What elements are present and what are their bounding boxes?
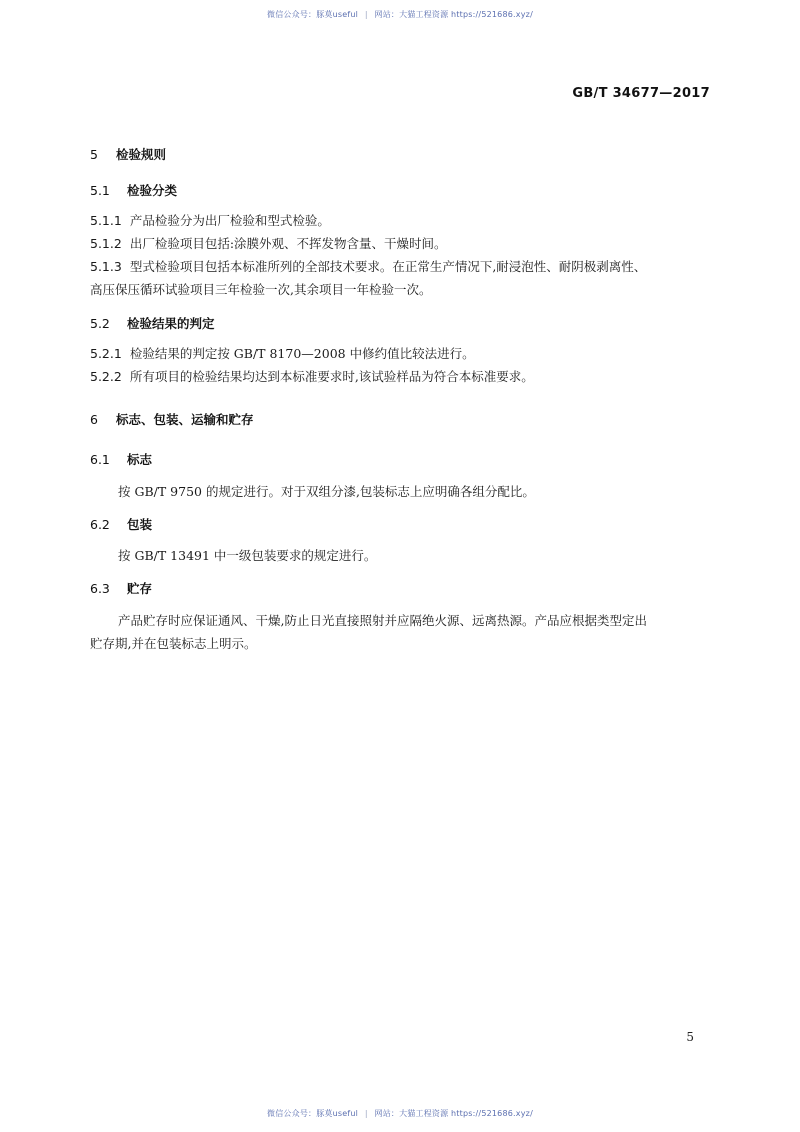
watermark-right-text: 网站：大猫工程资源 https://521686.xyz/ xyxy=(374,10,533,19)
section-title: 检验分类 xyxy=(126,183,177,198)
paragraph-6-1: 按 GB/T 9750 的规定进行。对于双组分漆,包装标志上应明确各组分配比。 xyxy=(118,484,535,499)
clause-5-1-2 xyxy=(90,232,447,255)
section-title: 标志 xyxy=(126,452,152,467)
section-title: 检验结果的判定 xyxy=(126,316,215,331)
section-6-1-heading xyxy=(90,450,152,468)
clause-text-line-2: 高压保压循环试验项目三年检验一次,其余项目一年检验一次。 xyxy=(90,282,432,297)
section-number: 6.1 xyxy=(90,452,110,467)
section-title: 标志、包装、运输和贮存 xyxy=(115,412,254,427)
watermark-separator: | xyxy=(364,1109,368,1118)
clause-text-line-1: 型式检验项目包括本标准所列的全部技术要求。在正常生产情况下,耐浸泡性、耐阴极剥离性、 xyxy=(129,259,647,274)
section-title: 检验规则 xyxy=(115,147,166,162)
clause-number: 5.2.1 xyxy=(90,346,122,361)
section-6-heading xyxy=(90,410,254,428)
clause-number: 5.1.2 xyxy=(90,236,122,251)
section-5-heading xyxy=(90,145,166,163)
clause-text: 出厂检验项目包括:涂膜外观、不挥发物含量、干燥时间。 xyxy=(129,236,447,251)
clause-number: 5.1.3 xyxy=(90,259,122,274)
watermark-bottom xyxy=(0,1108,800,1119)
section-number: 5.2 xyxy=(90,316,110,331)
watermark-top xyxy=(0,9,800,20)
clause-5-1-3-continuation xyxy=(90,278,431,301)
clause-number: 5.1.1 xyxy=(90,213,122,228)
section-title: 贮存 xyxy=(126,581,152,596)
paragraph-6-3-line-2: 贮存期,并在包装标志上明示。 xyxy=(90,636,257,651)
watermark-separator: | xyxy=(364,10,368,19)
section-6-2-heading xyxy=(90,515,152,533)
standard-code: GB/T 34677—2017 xyxy=(572,86,710,101)
paragraph-6-2: 按 GB/T 13491 中一级包装要求的规定进行。 xyxy=(118,548,377,563)
section-title: 包装 xyxy=(126,517,152,532)
section-number: 6 xyxy=(90,412,98,427)
clause-text: 所有项目的检验结果均达到本标准要求时,该试验样品为符合本标准要求。 xyxy=(129,369,534,384)
watermark-left-text: 微信公众号：豚莫useful xyxy=(267,10,359,19)
watermark-left-text: 微信公众号：豚莫useful xyxy=(267,1109,359,1118)
section-6-3-heading xyxy=(90,579,152,597)
clause-5-1-3 xyxy=(90,255,646,278)
section-number: 5.1 xyxy=(90,183,110,198)
clause-5-1-1 xyxy=(90,209,330,232)
clause-text: 检验结果的判定按 GB/T 8170—2008 中修约值比较法进行。 xyxy=(129,346,475,361)
section-number: 6.3 xyxy=(90,581,110,596)
clause-5-2-2 xyxy=(90,365,534,388)
section-number: 5 xyxy=(90,147,98,162)
clause-number: 5.2.2 xyxy=(90,369,122,384)
paragraph-6-3-line-1: 产品贮存时应保证通风、干燥,防止日光直接照射并应隔绝火源、远离热源。产品应根据类型定出 xyxy=(118,613,647,628)
section-5-1-heading xyxy=(90,181,177,199)
watermark-right-text: 网站：大猫工程资源 https://521686.xyz/ xyxy=(374,1109,533,1118)
page-number: 5 xyxy=(686,1030,694,1044)
clause-text: 产品检验分为出厂检验和型式检验。 xyxy=(129,213,330,228)
clause-5-2-1 xyxy=(90,342,475,365)
section-5-2-heading xyxy=(90,314,215,332)
section-number: 6.2 xyxy=(90,517,110,532)
